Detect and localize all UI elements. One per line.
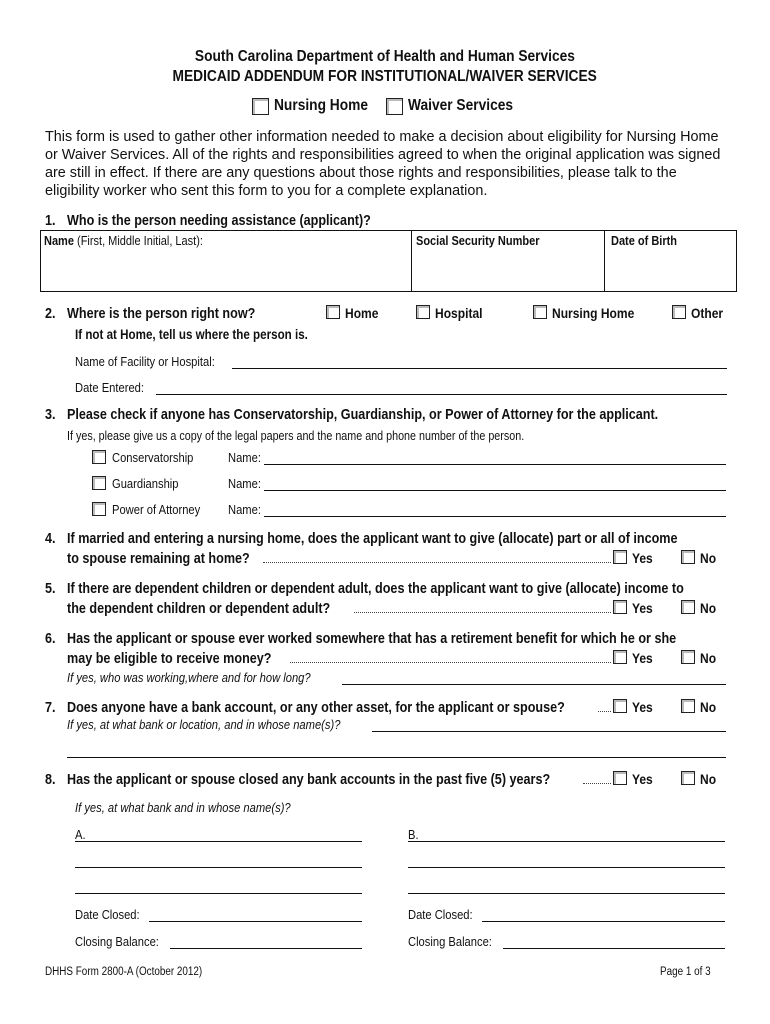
q5-yes-checkbox[interactable] — [613, 600, 627, 614]
date-closed-b-input[interactable] — [482, 921, 725, 922]
waiver-services-label: Waiver Services — [408, 97, 514, 114]
conservatorship-label: Conservatorship — [112, 450, 194, 465]
date-closed-a-label: Date Closed: — [75, 907, 140, 922]
q6-leader-dots — [290, 662, 611, 663]
q6-number: 6. — [45, 630, 56, 647]
q7-yes-checkbox[interactable] — [613, 699, 627, 713]
q2-text: Where is the person right now? — [67, 305, 256, 322]
q4-number: 4. — [45, 530, 56, 547]
ssn-header: Social Security Number — [416, 234, 540, 248]
q5-line2: the dependent children or dependent adult? — [67, 600, 331, 617]
q3-number: 3. — [45, 406, 56, 423]
q8-yes-checkbox[interactable] — [613, 771, 627, 785]
date-closed-b-label: Date Closed: — [408, 907, 473, 922]
closing-balance-b-label: Closing Balance: — [408, 934, 492, 949]
q4-yes-checkbox[interactable] — [613, 550, 627, 564]
q1-text: Who is the person needing assistance (applicant)? — [67, 212, 371, 229]
q7-followup: If yes, at what bank or location, and in whose name(s)? — [67, 717, 341, 732]
q8-leader-dots — [583, 783, 611, 784]
q6-followup: If yes, who was working,where and for how long? — [67, 670, 311, 685]
q2-number: 2. — [45, 305, 56, 322]
applicant-name-input[interactable] — [44, 252, 406, 286]
column-b-input-2[interactable] — [408, 867, 725, 868]
q6-yes-checkbox[interactable] — [613, 650, 627, 664]
q5-leader-dots — [354, 612, 611, 613]
q8-number: 8. — [45, 771, 56, 788]
q4-line2: to spouse remaining at home? — [67, 550, 250, 567]
power-of-attorney-name-input[interactable] — [264, 516, 726, 517]
q4-yes-label: Yes — [632, 550, 653, 566]
page-number: Page 1 of 3 — [660, 966, 711, 978]
home-checkbox[interactable] — [326, 305, 340, 319]
q8-text: Has the applicant or spouse closed any bank accounts in the past five (5) years? — [67, 771, 551, 788]
date-entered-label: Date Entered: — [75, 380, 144, 395]
q6-no-label: No — [700, 650, 717, 666]
guardianship-checkbox[interactable] — [92, 476, 106, 490]
q6-followup-input[interactable] — [342, 684, 726, 685]
agency-name: South Carolina Department of Health and Human Services — [194, 48, 576, 65]
q7-leader-dots — [598, 711, 611, 712]
dob-input[interactable] — [610, 252, 732, 286]
q8-followup: If yes, at what bank and in whose name(s)? — [75, 800, 291, 815]
q5-line1: If there are dependent children or dependent adult, does the applicant want to give (allocate) income to — [67, 580, 684, 597]
power-of-attorney-checkbox[interactable] — [92, 502, 106, 516]
q4-line1: If married and entering a nursing home, does the applicant want to give (allocate) part or all of income — [67, 530, 678, 547]
column-b-label: B. — [408, 827, 419, 842]
nursing-home-location-label: Nursing Home — [552, 305, 635, 321]
q7-no-checkbox[interactable] — [681, 699, 695, 713]
q7-number: 7. — [45, 699, 56, 716]
q8-yes-label: Yes — [632, 771, 653, 787]
table-divider — [604, 230, 605, 292]
q7-text: Does anyone have a bank account, or any other asset, for the applicant or spouse? — [67, 699, 565, 716]
column-a-input-3[interactable] — [75, 893, 362, 894]
form-id: DHHS Form 2800-A (October 2012) — [45, 966, 203, 978]
nursing-home-checkbox[interactable] — [252, 98, 269, 115]
facility-input[interactable] — [232, 368, 727, 369]
guardianship-name-label: Name: — [228, 476, 261, 491]
q1-number: 1. — [45, 212, 56, 229]
closing-balance-b-input[interactable] — [503, 948, 725, 949]
closing-balance-a-label: Closing Balance: — [75, 934, 159, 949]
column-b-input-1[interactable] — [408, 841, 725, 842]
q5-number: 5. — [45, 580, 56, 597]
q8-no-label: No — [700, 771, 717, 787]
other-label: Other — [691, 305, 724, 321]
q2-sub: If not at Home, tell us where the person is. — [75, 327, 308, 342]
conservatorship-name-label: Name: — [228, 450, 261, 465]
q5-yes-label: Yes — [632, 600, 653, 616]
ssn-input[interactable] — [416, 252, 599, 286]
closing-balance-a-input[interactable] — [170, 948, 362, 949]
facility-label: Name of Facility or Hospital: — [75, 354, 215, 369]
nursing-home-label: Nursing Home — [274, 97, 369, 114]
date-closed-a-input[interactable] — [149, 921, 362, 922]
conservatorship-checkbox[interactable] — [92, 450, 106, 464]
column-a-input-1[interactable] — [75, 841, 362, 842]
q4-no-label: No — [700, 550, 717, 566]
hospital-label: Hospital — [435, 305, 483, 321]
dob-header: Date of Birth — [611, 234, 677, 248]
q6-yes-label: Yes — [632, 650, 653, 666]
column-b-input-3[interactable] — [408, 893, 725, 894]
q3-text: Please check if anyone has Conservatorship, Guardianship, or Power of Attorney for the applicant. — [67, 406, 659, 423]
q6-line1: Has the applicant or spouse ever worked somewhere that has a retirement benefit for which he or she — [67, 630, 677, 647]
power-of-attorney-label: Power of Attorney — [112, 502, 201, 517]
q7-followup-input-2[interactable] — [67, 757, 726, 758]
conservatorship-name-input[interactable] — [264, 464, 726, 465]
form-title: MEDICAID ADDENDUM FOR INSTITUTIONAL/WAIVER SERVICES — [172, 68, 598, 85]
q7-followup-input[interactable] — [372, 731, 726, 732]
q8-no-checkbox[interactable] — [681, 771, 695, 785]
guardianship-name-input[interactable] — [264, 490, 726, 491]
hospital-checkbox[interactable] — [416, 305, 430, 319]
q4-no-checkbox[interactable] — [681, 550, 695, 564]
home-label: Home — [345, 305, 379, 321]
q7-no-label: No — [700, 699, 717, 715]
table-divider — [411, 230, 412, 292]
intro-paragraph: This form is used to gather other information needed to make a decision about eligibility for Nursing Home or Waiver Services. All of the rights and responsibilities agreed to when the original application was signed are still in effect. If there are any questions about those rights and responsibilities, please talk to the eligibility worker who sent this form to you for a complete explanation. — [45, 129, 721, 199]
column-a-input-2[interactable] — [75, 867, 362, 868]
q5-no-label: No — [700, 600, 717, 616]
date-entered-input[interactable] — [156, 394, 727, 395]
guardianship-label: Guardianship — [112, 476, 179, 491]
waiver-services-checkbox[interactable] — [386, 98, 403, 115]
column-a-label: A. — [75, 827, 86, 842]
q5-no-checkbox[interactable] — [681, 600, 695, 614]
q4-leader-dots — [263, 562, 611, 563]
other-checkbox[interactable] — [672, 305, 686, 319]
nursing-home-location-checkbox[interactable] — [533, 305, 547, 319]
q6-line2: may be eligible to receive money? — [67, 650, 272, 667]
power-of-attorney-name-label: Name: — [228, 502, 261, 517]
q7-yes-label: Yes — [632, 699, 653, 715]
q3-sub: If yes, please give us a copy of the legal papers and the name and phone number of the person. — [67, 429, 525, 443]
name-header: Name (First, Middle Initial, Last): — [44, 234, 203, 248]
q6-no-checkbox[interactable] — [681, 650, 695, 664]
